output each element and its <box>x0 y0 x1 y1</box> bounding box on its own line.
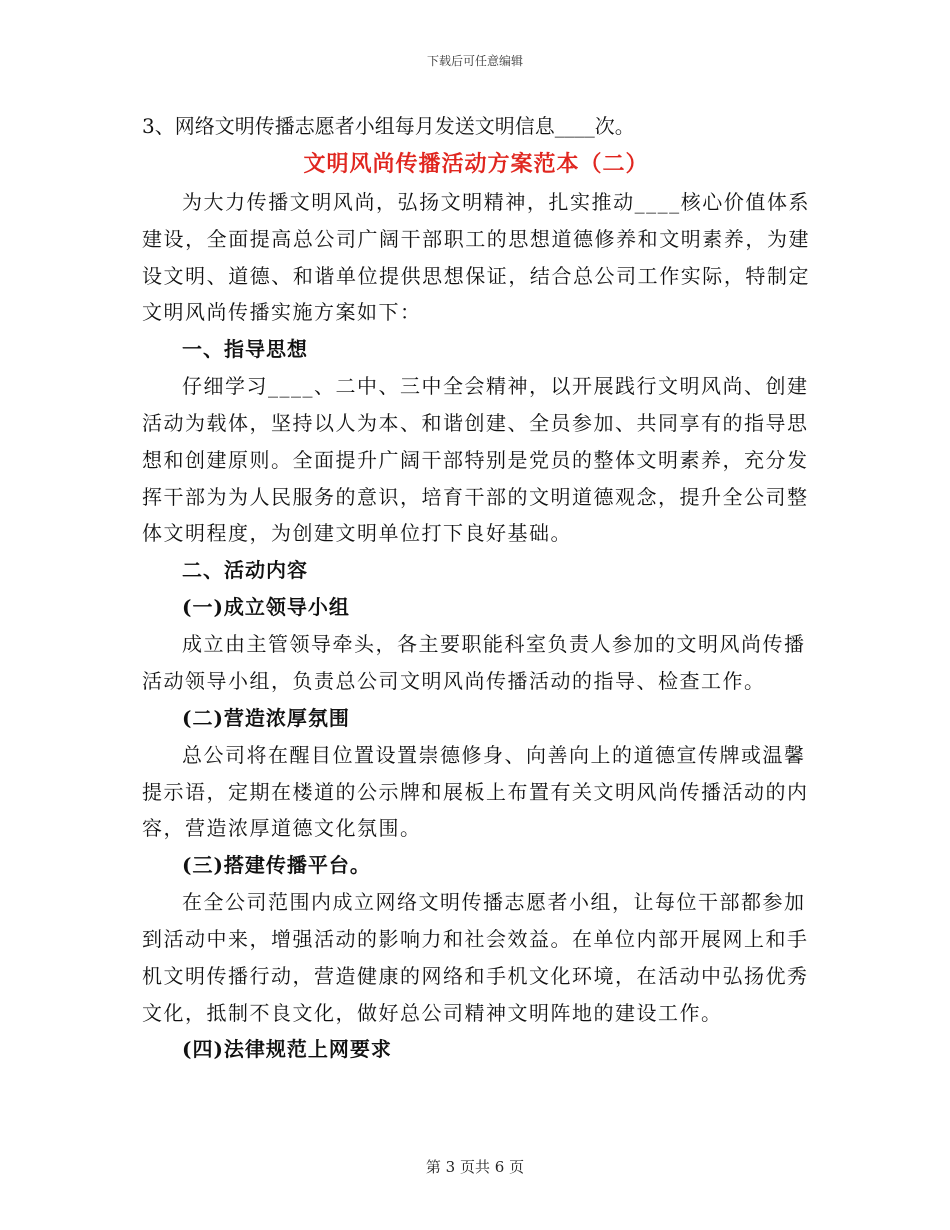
document-title: 文明风尚传播活动方案范本（二） <box>303 151 649 177</box>
subsection-heading: (三)搭建传播平台。 <box>182 853 371 878</box>
paragraph: 为大力传播文明风尚，弘扬文明精神，扎实推动____核心价值体系建设，全面提高总公司广阔干部职工的思想道德修养和文明素养，为建设文明、道德、和谐单位提供思想保证，结合总公司工作实际，特制定文明风尚传播实施方案如下： <box>142 190 810 325</box>
page-header: 下载后可任意编辑 <box>426 54 523 68</box>
paragraph: 在全公司范围内成立网络文明传播志愿者小组，让每位干部都参加到活动中来，增强活动的影响力和社会效益。在单位内部开展网上和手机文明传播行动，营造健康的网络和手机文化环境，在活动中弘扬优秀文化，抵制不良文化，做好总公司精神文明阵地的建设工作。 <box>142 890 809 1025</box>
document-body <box>142 108 810 1068</box>
subsection-heading: (二)营造浓厚氛围 <box>182 705 350 730</box>
paragraph: 仔细学习____、二中、三中全会精神，以开展践行文明风尚、创建活动为载体，坚持以人为本、和谐创建、全员参加、共同享有的指导思想和创建原则。全面提升广阔干部特别是党员的整体文明素养，充分发挥干部为为人民服务的意识，培育干部的文明道德观念，提升全公司整体文明程度，为创建文明单位打下良好基础。 <box>142 374 809 546</box>
paragraph: 总公司将在醒目位置设置崇德修身、向善向上的道德宣传牌或温馨提示语，定期在楼道的公示牌和展板上布置有关文明风尚传播活动的内容，营造浓厚道德文化氛围。 <box>142 742 809 841</box>
section-heading: 一、指导思想 <box>182 337 308 362</box>
subsection-heading: (四)法律规范上网要求 <box>182 1037 392 1062</box>
page-footer: 第 3 页共 6 页 <box>425 1158 525 1176</box>
subsection-heading: (一)成立领导小组 <box>182 595 350 620</box>
list-item: 3、网络文明传播志愿者小组每月发送文明信息____次。 <box>142 114 635 138</box>
section-heading: 二、活动内容 <box>182 558 308 583</box>
paragraph: 成立由主管领导牵头，各主要职能科室负责人参加的文明风尚传播活动领导小组，负责总公司文明风尚传播活动的指导、检查工作。 <box>142 632 806 693</box>
